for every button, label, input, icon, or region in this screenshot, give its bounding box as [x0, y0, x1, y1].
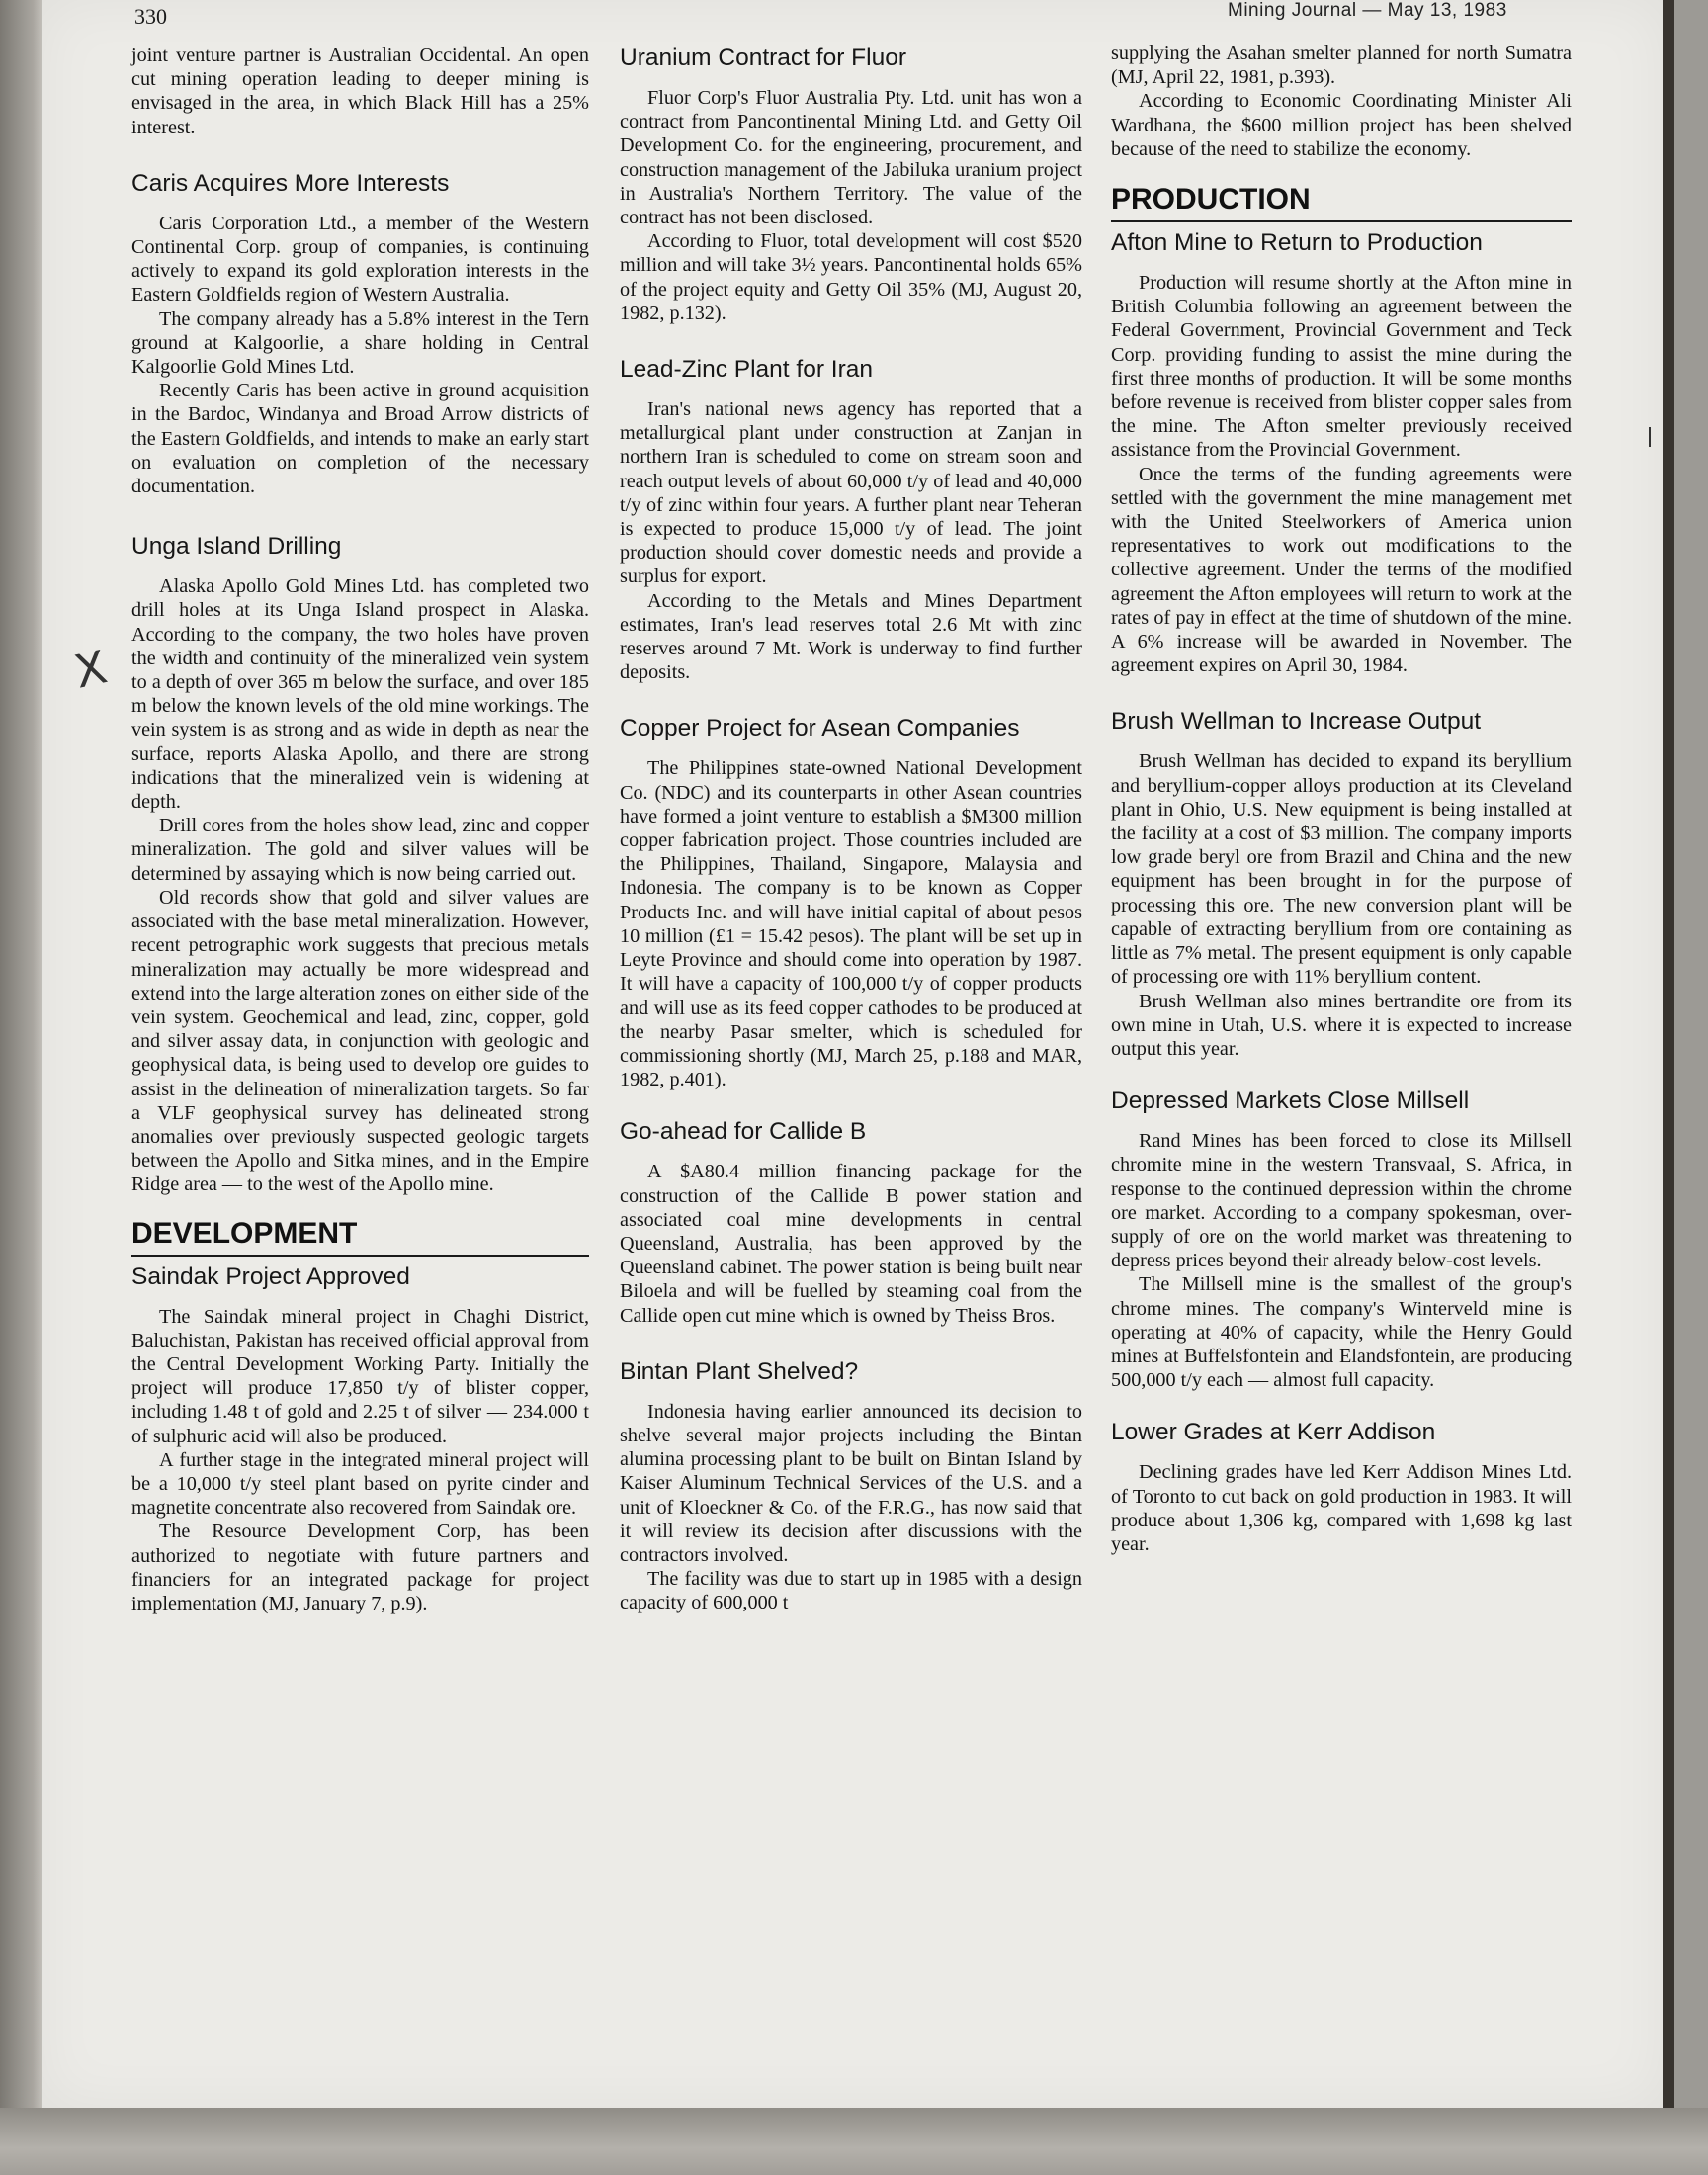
caris-paragraph-3: Recently Caris has been active in ground acquisition in the Bardoc, Windanya and Broad Arrow districts of the Eastern Goldfields, and intends to make an early start on evaluation on completion of the necessary documentation.	[131, 380, 589, 498]
iran-paragraph-1: Iran's national news agency has reported that a metallurgical plant under construction at Zanjan in northern Iran is scheduled to come on stream soon and reach output levels of about 60,000 t/y of lead and 40,000 t/y of zinc within four years. A further plant near Teheran is expected to produce 15,000 t/y of lead. The joint production should cover domestic needs and provide a surplus for export.	[620, 398, 1082, 588]
millsell-paragraph-2: The Millsell mine is the smallest of the group's chrome mines. The company's Winterveld mine is operating at 40% of capacity, while the Henry Gould mines at Buffelsfontein and Elandsfontein, are producing 500,000 t/y each — almost full capacity.	[1111, 1273, 1572, 1392]
heading-asean: Copper Project for Asean Companies	[620, 715, 1020, 742]
saindak-paragraph-2: A further stage in the integrated mineral project will be a 10,000 t/y steel plant based on pyrite cinder and magnetite concentrate also recovered from Saindak ore.	[131, 1448, 589, 1520]
uranium-paragraph-1: Fluor Corp's Fluor Australia Pty. Ltd. unit has won a contract from Pancontinental Mining Ltd. and Getty Oil Development Co. for the engineering, procurement, and construction management of the Jabiluka uranium project in Australia's Northern Territory. The value of the contract has not been disclosed.	[620, 87, 1082, 229]
millsell-paragraph-1: Rand Mines has been forced to close its Millsell chromite mine in the western Transvaal, S. Africa, in response to the continued depression within the chrome ore market. According to a company spokesman, over-supply of ore on the world market was threatening to depress prices beyond their already below-cost levels.	[1111, 1130, 1572, 1272]
afton-paragraph-1: Production will resume shortly at the Afton mine in British Columbia following an agreement between the Federal Government, Provincial Government and Teck Corp. providing funding to assist the mine during the first three months of production. It will be some months before revenue is received from blister copper sales from the mine. The Afton smelter previously received assistance from the Provincial Government.	[1111, 272, 1572, 462]
handwritten-x-mark: X	[69, 640, 112, 699]
heading-saindak: Saindak Project Approved	[131, 1262, 410, 1290]
column-2	[620, 44, 1082, 1615]
heading-callide: Go-ahead for Callide B	[620, 1118, 867, 1146]
bintan-paragraph-1: Indonesia having earlier announced its decision to shelve several major projects including the Bintan alumina processing plant to be built on Bintan Island by Kaiser Aluminum Technical Services of the U.S. and a unit of Kloeckner & Co. of the F.R.G., has now said that it will review its decision after discussions with the contractors involved.	[620, 1400, 1082, 1566]
iran-paragraph-2: According to the Metals and Mines Department estimates, Iran's lead reserves total 2.6 Mt with zinc reserves around 7 Mt. Work is underway to find further deposits.	[620, 589, 1082, 684]
caris-paragraph-2: The company already has a 5.8% interest in the Tern ground at Kalgoorlie, a share holding in Central Kalgoorlie Gold Mines Ltd.	[131, 307, 589, 379]
afton-paragraph-2: Once the terms of the funding agreements were settled with the government the mine management met with the United Steelworkers of America union representatives to work out modifications to the collective agreement. Under the terms of the modified agreement the Afton employees will return to work at the rates of pay in effect at the time of shutdown of the mine. A 6% increase will be awarded in November. The agreement expires on April 30, 1984.	[1111, 463, 1572, 677]
brush-paragraph-1: Brush Wellman has decided to expand its beryllium and beryllium-copper alloys production at its Cleveland plant in Ohio, U.S. New equipment is being installed at the facility at a cost of $3 million. The company imports low grade beryl ore from Brazil and China and the new equipment has been brought in for the purpose of processing this ore. The new conversion plant will be capable of extracting beryllium from ore containing as little as 7% metal. The present equipment is only capable of processing ore with 11% beryllium content.	[1111, 750, 1572, 989]
heading-kerr: Lower Grades at Kerr Addison	[1111, 1419, 1436, 1446]
margin-tick-mark	[1649, 427, 1651, 447]
article-intro-continued: joint venture partner is Australian Occidental. An open cut mining operation leading to deeper mining is envisaged in the area, in which Black Hill has a 25% interest.	[131, 44, 589, 138]
saindak-paragraph-1: The Saindak mineral project in Chaghi District, Baluchistan, Pakistan has received official approval from the Central Development Working Party. Initially the project will produce 17,850 t/y of blister copper, including 1.48 t of gold and 2.25 t of silver — 234.000 t of sulphuric acid will also be produced.	[131, 1305, 589, 1447]
heading-caris: Caris Acquires More Interests	[131, 169, 450, 197]
saindak-paragraph-3: The Resource Development Corp, has been authorized to negotiate with future partners and financiers for an integrated package for project implementation (MJ, January 7, p.9).	[131, 1521, 589, 1614]
callide-paragraph-1: A $A80.4 million financing package for the construction of the Callide B power station and associated coal mine developments in central Queensland, Australia, has been approved by the Queensland cabinet. The power station is being built near Biloela and will be fuelled by steaming coal from the Callide open cut mine which is owned by Theiss Bros.	[620, 1161, 1082, 1327]
unga-paragraph-1: Alaska Apollo Gold Mines Ltd. has completed two drill holes at its Unga Island prospect in Alaska. According to the company, the two holes have proven the width and continuity of the mineralized vein system to a depth of over 365 m below the surface, and over 185 m below the known levels of the old mine workings. The vein system is as strong and as wide in depth as near the surface, reports Alaska Apollo, and there are strong indications that the mineralized vein is widening at depth.	[131, 575, 589, 814]
caris-paragraph-1: Caris Corporation Ltd., a member of the Western Continental Corp. group of companies, is continuing actively to expand its gold exploration interests in the Eastern Goldfields region of Western Australia.	[131, 212, 589, 306]
heading-brush: Brush Wellman to Increase Output	[1111, 708, 1482, 736]
heading-afton: Afton Mine to Return to Production	[1111, 229, 1483, 257]
scan-bottom-edge	[0, 2108, 1708, 2175]
asean-paragraph-1: The Philippines state-owned National Development Co. (NDC) and its counterparts in other Asean countries have formed a joint venture to establish a $M300 million copper fabrication project. Those countries included are the Philippines, Thailand, Singapore, Malaysia and Indonesia. The company is to be known as Copper Products Inc. and will have initial capital of about pesos 10 million (£1 = 15.42 pesos). The plant will be set up in Leyte Province and should come into operation by 1987. It will have a capacity of 100,000 t/y of copper products and will use as its feed copper cathodes to be produced at the nearby Pasar smelter, which is scheduled for commissioning shortly (MJ, March 25, p.188 and MAR, 1982, p.401).	[620, 757, 1082, 1091]
page-number: 330	[134, 4, 167, 29]
running-head: Mining Journal — May 13, 1983	[1228, 0, 1507, 21]
scan-left-edge	[0, 0, 42, 2108]
brush-paragraph-2: Brush Wellman also mines bertrandite ore from its own mine in Utah, U.S. where it is expected to increase output this year.	[1111, 990, 1572, 1060]
unga-paragraph-2: Drill cores from the holes show lead, zinc and copper mineralization. The gold and silver values will be determined by assaying which is now being carried out.	[131, 815, 589, 885]
heading-bintan: Bintan Plant Shelved?	[620, 1357, 859, 1385]
unga-paragraph-3: Old records show that gold and silver values are associated with the base metal mineralization. However, recent petrographic work suggests that precious metals mineralization may actually be more widespread and extend into the large alteration zones on either side of the vein system. Geochemical and lead, zinc, copper, gold and silver assay data, in conjunction with geologic and geophysical data, is being used to develop ore guides to assist in the delineation of mineralization targets. So far a VLF geophysical survey has delineated strong anomalies over previously suspected geologic targets between the Apollo and Sitka mines, and in the Empire Ridge area — to the west of the Apollo mine.	[131, 886, 589, 1196]
heading-uranium: Uranium Contract for Fluor	[620, 44, 907, 71]
bintan-paragraph-2: The facility was due to start up in 1985 with a design capacity of 600,000 t	[620, 1568, 1082, 1614]
heading-millsell: Depressed Markets Close Millsell	[1111, 1088, 1470, 1115]
bintan-continued-2: According to Economic Coordinating Minister Ali Wardhana, the $600 million project has been shelved because of the need to stabilize the economy.	[1111, 90, 1572, 160]
heading-unga: Unga Island Drilling	[131, 533, 342, 561]
heading-iran: Lead-Zinc Plant for Iran	[620, 356, 874, 384]
bintan-continued-1: supplying the Asahan smelter planned for north Sumatra (MJ, April 22, 1981, p.393).	[1111, 43, 1572, 89]
kerr-paragraph-1: Declining grades have led Kerr Addison Mines Ltd. of Toronto to cut back on gold production in 1983. It will produce about 1,306 kg, compared with 1,698 kg last year.	[1111, 1461, 1572, 1555]
section-heading-development: DEVELOPMENT	[131, 1217, 589, 1257]
section-heading-production: PRODUCTION	[1111, 183, 1572, 222]
column-3	[1111, 42, 1572, 1556]
column-1	[131, 44, 589, 1615]
uranium-paragraph-2: According to Fluor, total development will cost $520 million and will take 3½ years. Pancontinental holds 65% of the project equity and Getty Oil 35% (MJ, August 20, 1982, p.132).	[620, 230, 1082, 324]
